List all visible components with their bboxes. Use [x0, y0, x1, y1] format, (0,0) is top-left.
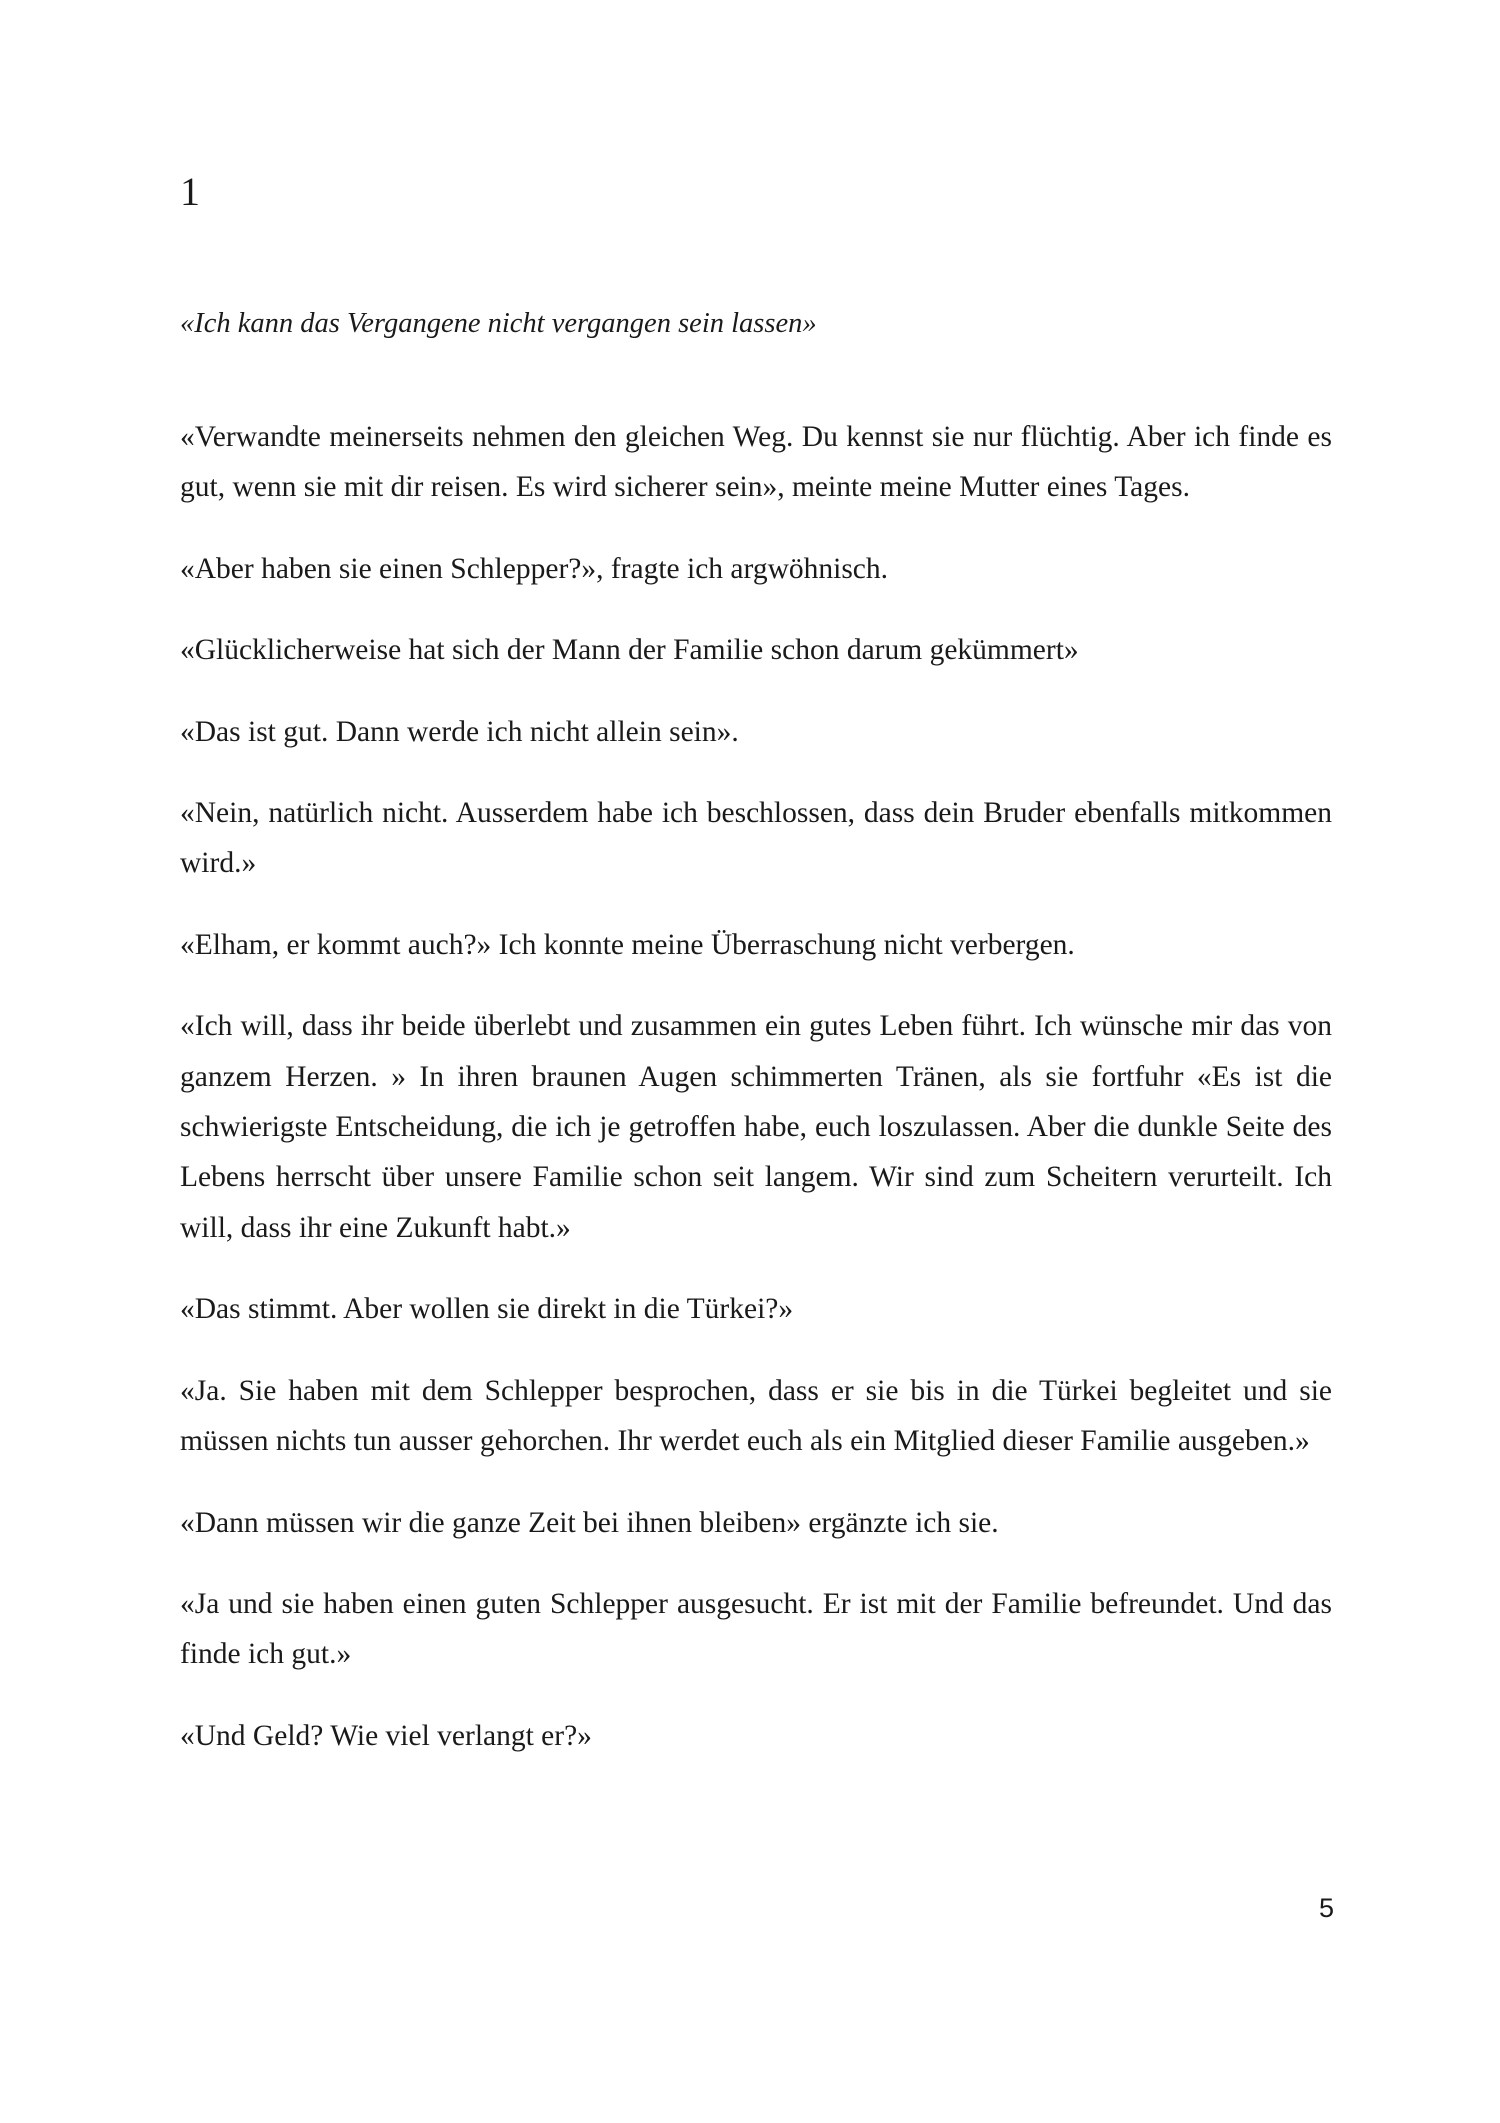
paragraph: «Nein, natürlich nicht. Ausserdem habe ich beschlossen, dass dein Bruder ebenfalls mitkommen wird.» — [180, 797, 1332, 880]
paragraph: «Ich will, dass ihr beide überlebt und zusammen ein gutes Leben führt. Ich wünsche mir das von ganzem Herzen. » In ihren braunen Augen schimmerten Tränen, als sie fortfuhr «Es ist die schwierigste Entscheidung, die ich je getroffen habe, euch loszulassen. Aber die dunkle Seite des Lebens herrscht über unsere Familie schon seit langem. Wir sind zum Scheitern verurteilt. Ich will, dass ihr eine Zukunft habt.» — [180, 1010, 1332, 1244]
paragraph: «Das stimmt. Aber wollen sie direkt in die Türkei?» — [180, 1293, 794, 1326]
paragraph: «Elham, er kommt auch?» Ich konnte meine Überraschung nicht verbergen. — [180, 928, 1075, 961]
paragraph: «Dann müssen wir die ganze Zeit bei ihnen bleiben» ergänzte ich sie. — [180, 1506, 999, 1539]
paragraph: «Ja und sie haben einen guten Schlepper ausgesucht. Er ist mit der Familie befreundet. Und das finde ich gut.» — [180, 1587, 1332, 1671]
chapter-number: 1 — [180, 169, 200, 214]
paragraph: «Das ist gut. Dann werde ich nicht allein sein». — [180, 715, 739, 748]
paragraph: «Und Geld? Wie viel verlangt er?» — [180, 1719, 592, 1752]
paragraph: «Glücklicherweise hat sich der Mann der Familie schon darum gekümmert» — [180, 634, 1079, 667]
paragraph: «Verwandte meinerseits nehmen den gleichen Weg. Du kennst sie nur flüchtig. Aber ich finde es gut, wenn sie mit dir reisen. Es wird sicherer sein», meinte meine Mutter eines Tages. — [180, 421, 1332, 504]
paragraph: «Aber haben sie einen Schlepper?», fragte ich argwöhnisch. — [180, 552, 889, 585]
chapter-epigraph: «Ich kann das Vergangene nicht vergangen sein lassen» — [180, 308, 817, 339]
page-number: 5 — [1318, 1893, 1334, 1923]
body-text — [180, 412, 1332, 1792]
paragraph: «Ja. Sie haben mit dem Schlepper besprochen, dass er sie bis in die Türkei begleitet und sie müssen nichts tun ausser gehorchen. Ihr werdet euch als ein Mitglied dieser Familie ausgeben.» — [180, 1374, 1332, 1458]
